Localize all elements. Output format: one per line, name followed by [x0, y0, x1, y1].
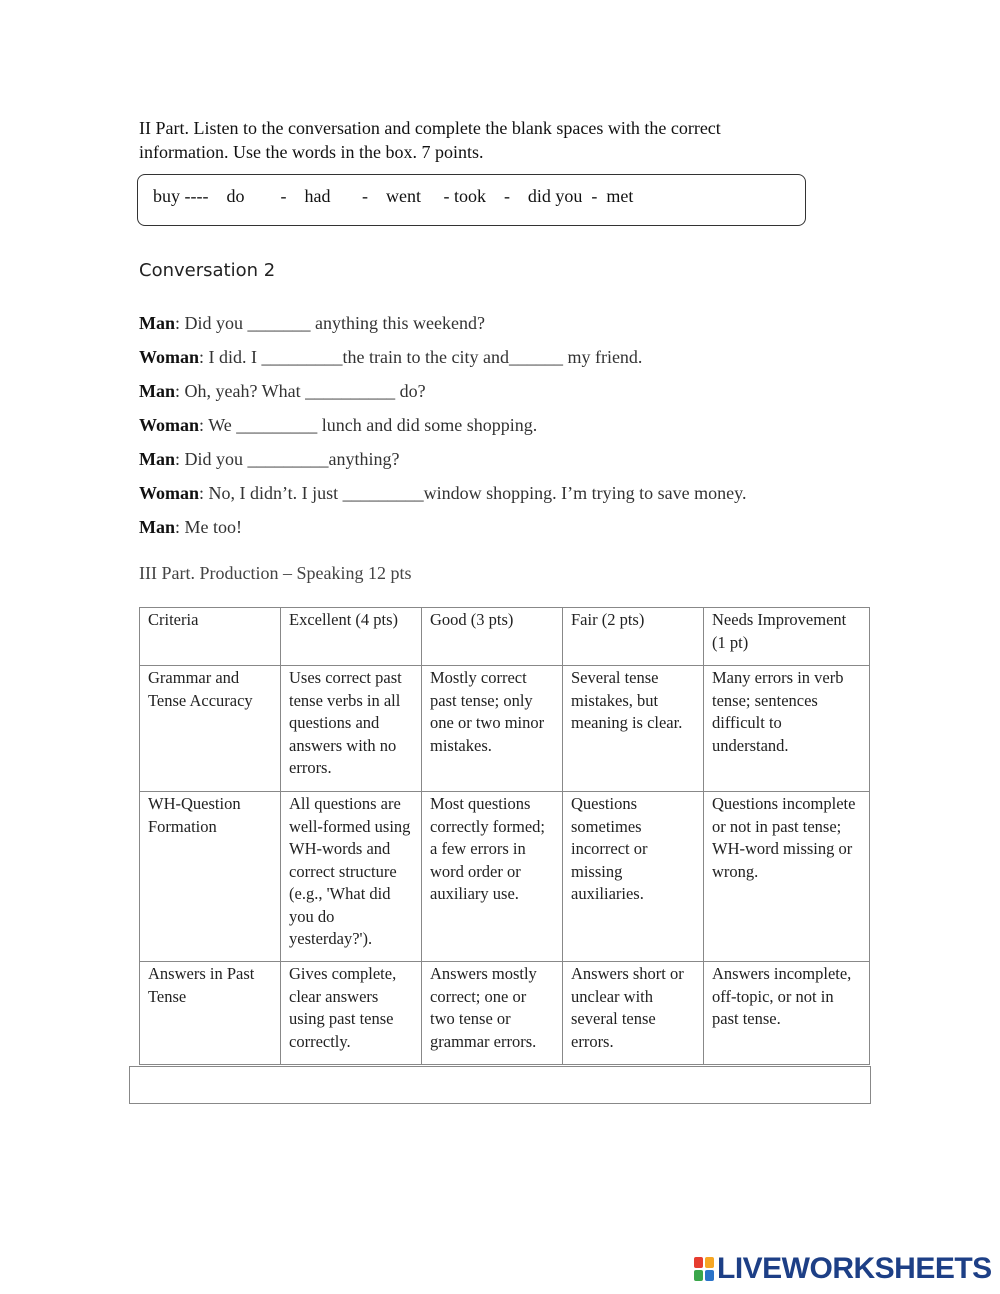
- dialogue-text: : We _________ lunch and did some shopping.: [199, 415, 538, 435]
- speaker-label: Woman: [139, 483, 200, 503]
- dialogue: [139, 312, 839, 550]
- conversation-title: Conversation 2: [139, 260, 276, 281]
- rubric-header-cell: Needs Improvement (1 pt): [704, 608, 870, 666]
- dialogue-text: : Did you _______ anything this weekend?: [175, 313, 485, 333]
- rubric-cell: Questions sometimes incorrect or missing auxiliaries.: [563, 792, 704, 962]
- rubric-header-cell: Criteria: [140, 608, 281, 666]
- dialogue-text: : No, I didn’t. I just _________window shopping. I’m trying to save money.: [199, 483, 747, 503]
- rubric-cell: Questions incomplete or not in past tense; WH-word missing or wrong.: [704, 792, 870, 962]
- empty-answer-box: [129, 1066, 871, 1104]
- rubric-cell: Answers short or unclear with several tense errors.: [563, 962, 704, 1065]
- logo-square-icon: [694, 1257, 703, 1268]
- part3-title: III Part. Production – Speaking 12 pts: [139, 563, 412, 583]
- dialogue-text: : Me too!: [175, 517, 242, 537]
- rubric-cell: All questions are well-formed using WH-words and correct structure (e.g., 'What did you do yesterday?').: [281, 792, 422, 962]
- speaker-label: Man: [139, 381, 175, 401]
- speaker-label: Man: [139, 449, 175, 469]
- dialogue-line: [139, 312, 839, 346]
- speaker-label: Man: [139, 313, 175, 333]
- speaker-label: Man: [139, 517, 175, 537]
- rubric-table: [139, 607, 870, 1065]
- rubric-cell: Many errors in verb tense; sentences difficult to understand.: [704, 666, 870, 792]
- rubric-header-row: [140, 608, 870, 666]
- rubric-cell: Uses correct past tense verbs in all questions and answers with no errors.: [281, 666, 422, 792]
- rubric-row: [140, 962, 870, 1065]
- instructions-line-2: information. Use the words in the box. 7 points.: [139, 142, 484, 162]
- rubric-cell: Mostly correct past tense; only one or two minor mistakes.: [422, 666, 563, 792]
- liveworksheets-logo: [694, 1252, 992, 1286]
- rubric-criteria-cell: Grammar and Tense Accuracy: [140, 666, 281, 792]
- rubric-cell: Most questions correctly formed; a few errors in word order or auxiliary use.: [422, 792, 563, 962]
- dialogue-text: : I did. I _________the train to the city and______ my friend.: [199, 347, 643, 367]
- rubric-cell: Several tense mistakes, but meaning is clear.: [563, 666, 704, 792]
- dialogue-line: [139, 448, 839, 482]
- logo-square-icon: [705, 1257, 714, 1268]
- rubric-header-cell: Good (3 pts): [422, 608, 563, 666]
- dialogue-line: [139, 346, 839, 380]
- rubric-row: [140, 666, 870, 792]
- speaker-label: Woman: [139, 415, 200, 435]
- logo-text: LIVEWORKSHEETS: [717, 1252, 992, 1285]
- dialogue-line: [139, 414, 839, 448]
- logo-square-icon: [694, 1270, 703, 1281]
- rubric-cell: Answers mostly correct; one or two tense or grammar errors.: [422, 962, 563, 1065]
- dialogue-line: [139, 482, 839, 516]
- rubric-criteria-cell: Answers in Past Tense: [140, 962, 281, 1065]
- dialogue-text: : Did you _________anything?: [175, 449, 400, 469]
- rubric-row: [140, 792, 870, 962]
- rubric-header-cell: Fair (2 pts): [563, 608, 704, 666]
- dialogue-line: [139, 380, 839, 414]
- rubric-header-cell: Excellent (4 pts): [281, 608, 422, 666]
- rubric-cell: Answers incomplete, off-topic, or not in past tense.: [704, 962, 870, 1065]
- dialogue-line: [139, 516, 839, 550]
- word-box-text: buy ---- do - had - went - took - did you - met: [153, 186, 634, 206]
- word-box: [137, 174, 806, 226]
- rubric-cell: Gives complete, clear answers using past tense correctly.: [281, 962, 422, 1065]
- logo-square-icon: [705, 1270, 714, 1281]
- instructions: [139, 116, 819, 164]
- dialogue-text: : Oh, yeah? What __________ do?: [175, 381, 426, 401]
- liveworksheets-logo-icon: [694, 1257, 714, 1281]
- instructions-line-1: II Part. Listen to the conversation and complete the blank spaces with the correct: [139, 118, 721, 138]
- speaker-label: Woman: [139, 347, 200, 367]
- rubric-criteria-cell: WH-Question Formation: [140, 792, 281, 962]
